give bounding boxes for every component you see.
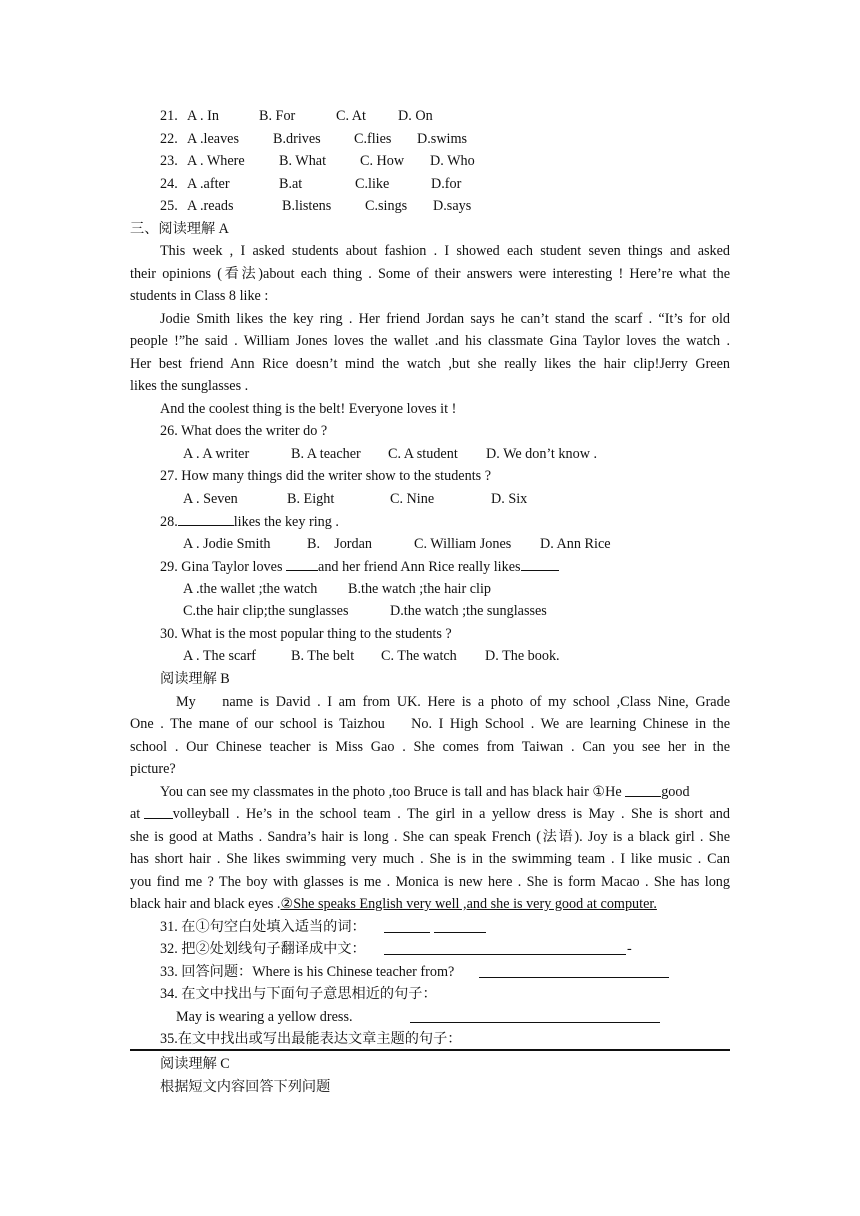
mc-option-b: B.drives xyxy=(273,131,321,147)
mc-option-b: B. For xyxy=(259,108,296,124)
passage-line: has short hair . She likes swimming very much . She is in the swimming team . I like music . Can xyxy=(130,851,730,867)
question-text: 26. What does the writer do ? xyxy=(160,423,328,439)
answer-blank-1a[interactable] xyxy=(625,782,661,797)
mc-option-c: C. At xyxy=(336,108,366,124)
answer-blank-1b[interactable] xyxy=(144,804,173,819)
option-c: C. William Jones xyxy=(414,536,512,552)
question-stem: likes the key ring . xyxy=(233,514,339,530)
mc-option-a: A . In xyxy=(187,108,219,124)
passage-line: Jodie Smith likes the key ring . Her friend Jordan says he can’t stand the scarf . “It’s for old xyxy=(160,311,730,327)
answer-blank[interactable] xyxy=(384,940,626,955)
option-b: B. Jordan xyxy=(307,536,373,552)
option-a: A . Seven xyxy=(183,491,238,507)
trailing-mark: - xyxy=(627,941,632,957)
passage-line: likes the sunglasses . xyxy=(130,378,249,394)
mc-option-a: A .leaves xyxy=(187,131,240,147)
passage-line: people !”he said . William Jones loves the wallet .and his classmate Gina Taylor loves the watch . xyxy=(130,333,730,349)
passage-text: volleyball . He’s in the school team . The girl in a yellow dress is May . She is short and xyxy=(172,806,730,822)
option-c: C. The watch xyxy=(381,648,457,664)
option-d: D. We don’t know . xyxy=(486,446,598,462)
mc-option-d: D.for xyxy=(431,176,462,192)
option-d: D. The book. xyxy=(485,648,560,664)
answer-blank[interactable] xyxy=(479,963,669,978)
mc-option-c: C. How xyxy=(360,153,405,169)
passage-line: picture? xyxy=(130,761,176,777)
question-stem: and her friend Ann Rice really likes xyxy=(318,559,521,575)
question-sentence: May is wearing a yellow dress. xyxy=(176,1009,353,1025)
mc-option-c: C.sings xyxy=(365,198,408,214)
passage-line: students in Class 8 like : xyxy=(130,288,269,304)
mc-option-c: C.flies xyxy=(354,131,392,147)
question-text: 33. 回答问题：Where is his Chinese teacher from? xyxy=(160,964,455,980)
option-b: B. The belt xyxy=(291,648,355,664)
passage-line: school . Our Chinese teacher is Miss Gao . She comes from Taiwan . Can you see her in the xyxy=(130,739,730,755)
mc-number: 23. xyxy=(160,153,178,169)
passage-line xyxy=(130,894,657,914)
mc-option-d: D. On xyxy=(398,108,433,124)
passage-text: at xyxy=(130,806,144,822)
mc-option-a: A .after xyxy=(187,176,230,192)
option-c: C. Nine xyxy=(390,491,435,507)
mc-option-b: B. What xyxy=(279,153,327,169)
passage-line: she is good at Maths . Sandra’s hair is long . She can speak French (法语). Joy is a black girl . She xyxy=(130,829,730,845)
option-a: A . A writer xyxy=(183,446,250,462)
mc-number: 24. xyxy=(160,176,178,192)
underlined-sentence: ②She speaks English very well ,and she is very good at computer. xyxy=(280,896,657,912)
option-b: B.the watch ;the hair clip xyxy=(348,581,492,597)
answer-blank[interactable] xyxy=(178,511,234,526)
mc-number: 25. xyxy=(160,198,178,214)
passage-text: You can see my classmates in the photo ,too Bruce is tall and has black hair ①He xyxy=(160,784,626,800)
option-d: D.the watch ;the sunglasses xyxy=(390,603,547,619)
passage-line: Her best friend Ann Rice doesn’t mind the watch ,but she really likes the hair clip!Jerry Green xyxy=(130,356,730,372)
passage-text: good xyxy=(661,784,690,800)
question-number: 28. xyxy=(160,514,178,530)
question-text xyxy=(160,511,339,532)
answer-blank[interactable] xyxy=(434,918,486,933)
passage-line: their opinions (看法)about each thing . Some of their answers were interesting ! Here’re what the xyxy=(130,266,730,282)
mc-number: 22. xyxy=(160,131,178,147)
question-text: 31. 在①句空白处填入适当的词： xyxy=(160,919,366,935)
passage-line: One . The mane of our school is Taizhou No. I High School . We are learning Chinese in the xyxy=(130,716,730,732)
passage-line: My name is David . I am from UK. Here is a photo of my school ,Class Nine, Grade xyxy=(176,694,730,710)
section-b-heading: 阅读理解 B xyxy=(160,671,230,687)
mc-option-d: D.says xyxy=(433,198,472,214)
question-text: 34. 在文中找出与下面句子意思相近的句子： xyxy=(160,986,437,1002)
option-b: B. Eight xyxy=(287,491,335,507)
passage-line xyxy=(160,782,730,802)
section-a-heading: 三、阅读理解 A xyxy=(130,221,229,237)
passage-text: black hair and black eyes . xyxy=(130,896,281,912)
question-text: 30. What is the most popular thing to the students ? xyxy=(160,626,452,642)
passage-line: This week , I asked students about fashion . I showed each student seven things and asked xyxy=(160,243,730,259)
mc-option-a: A .reads xyxy=(187,198,234,214)
option-a: A .the wallet ;the watch xyxy=(183,581,318,597)
option-a: A . Jodie Smith xyxy=(183,536,271,552)
mc-number: 21. xyxy=(160,108,178,124)
answer-blank[interactable] xyxy=(410,1008,660,1023)
mc-option-b: B.listens xyxy=(282,198,332,214)
mc-option-c: C.like xyxy=(355,176,390,192)
answer-blank[interactable] xyxy=(286,556,318,571)
question-text xyxy=(160,556,559,577)
mc-option-d: D. Who xyxy=(430,153,475,169)
section-c-instruction: 根据短文内容回答下列问题 xyxy=(160,1079,331,1095)
passage-line: you find me ? The boy with glasses is me . Monica is new here . She is form Macao . She has long xyxy=(130,874,730,890)
option-d: D. Six xyxy=(491,491,528,507)
answer-blank[interactable] xyxy=(384,918,430,933)
mc-option-d: D.swims xyxy=(417,131,468,147)
mc-option-a: A . Where xyxy=(187,153,245,169)
question-stem: 29. Gina Taylor loves xyxy=(160,559,287,575)
option-c: C.the hair clip;the sunglasses xyxy=(183,603,349,619)
option-c: C. A student xyxy=(388,446,458,462)
section-divider xyxy=(130,1049,730,1051)
question-text: 32. 把②处划线句子翻译成中文： xyxy=(160,941,366,957)
passage-line xyxy=(130,804,730,824)
section-c-heading: 阅读理解 C xyxy=(160,1056,230,1072)
mc-option-b: B.at xyxy=(279,176,303,192)
answer-blank[interactable] xyxy=(521,556,559,571)
option-a: A . The scarf xyxy=(183,648,257,664)
option-b: B. A teacher xyxy=(291,446,361,462)
passage-a-paragraph-3: And the coolest thing is the belt! Everyone loves it ! xyxy=(160,401,457,417)
question-text: 35.在文中找出或写出最能表达文章主题的句子： xyxy=(160,1031,462,1047)
option-d: D. Ann Rice xyxy=(540,536,611,552)
question-text: 27. How many things did the writer show to the students ? xyxy=(160,468,492,484)
